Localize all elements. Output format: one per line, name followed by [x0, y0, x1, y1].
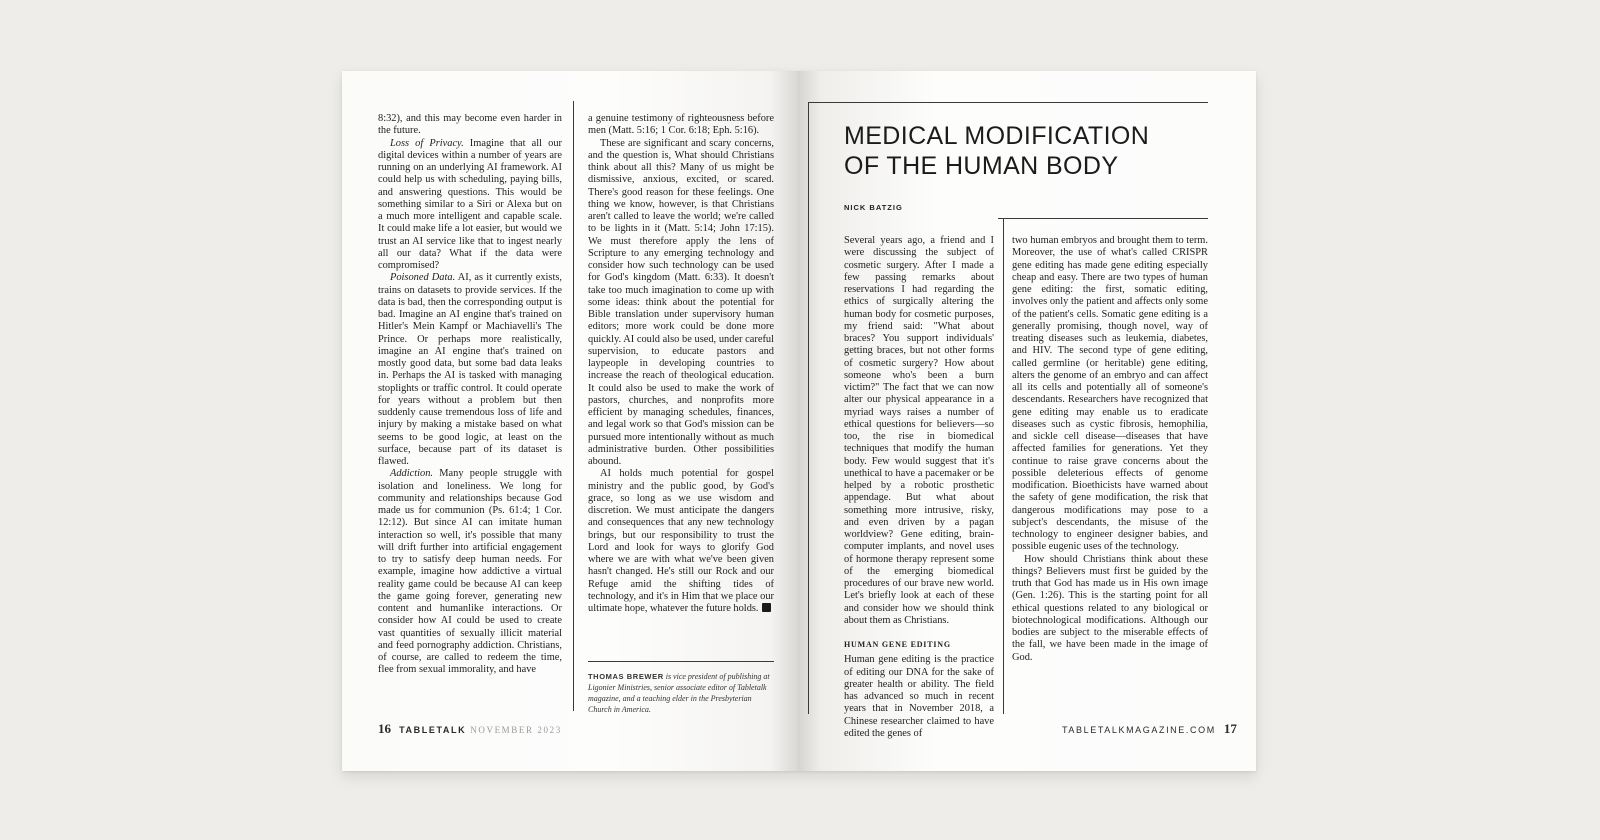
right-column-1: [844, 235, 994, 739]
page-folio-left: [378, 721, 562, 737]
page-number: 16: [378, 721, 391, 736]
title-rule-vertical: [808, 102, 809, 714]
website-url: TABLETALKMAGAZINE.COM: [1062, 725, 1216, 735]
right-column-2: [1012, 235, 1208, 715]
left-page: [342, 71, 798, 771]
right-page: [798, 71, 1256, 771]
column-divider: [573, 101, 574, 711]
article-title: MEDICAL MODIFICATION OF THE HUMAN BODY: [844, 122, 1150, 180]
paragraph: Poisoned Data. AI, as it currently exists, trains on datasets to provide services. If the data is bad, then the corresponding output is bad. Imagine an AI engine that's trained on Hitler's Mein Kampf or Machiavelli's The Prince. Or perhaps more realistically, imagine an AI engine that's trained on mostly good data, but some bad data leaks in. Perhaps the AI is tasked with managing stoplights or traffic control. It could operate for years without a problem but then suddenly cause tremendous loss of life and injury by making a mistake based on what seems to be good logic, at least on the surface, because part of its dataset is flawed.: [378, 272, 562, 467]
left-column-1: [378, 113, 562, 713]
paragraph: Human gene editing is the practice of editing our DNA for the sake of greater health or ability. The field has advanced so much in recent years that in November 2018, a Chinese researcher claimed to have edited the genes of: [844, 654, 994, 739]
paragraph: 8:32), and this may become even harder in the future.: [378, 113, 562, 137]
section-heading: HUMAN GENE EDITING: [844, 640, 951, 649]
byline-rule: [998, 218, 1208, 219]
byline: NICK BATZIG: [844, 203, 903, 212]
run-in-heading: Addiction.: [390, 468, 433, 480]
author-bio-text: is vice president of publishing at Ligonier Ministries, senior associate editor of Tabletalk magazine, and a teaching elder in the Presbyterian Church in America.: [588, 672, 770, 714]
paragraph: two human embryos and brought them to term. Moreover, the use of what's called CRISPR gene editing has made gene editing especially cheap and easy. There are two types of human gene editing: the first, somatic editing, involves only the patient and affects only some of the patient's cells. Somatic gene editing is a generally promising, though novel, way of treating diseases such as leukemia, diabetes, and HIV. The second type of gene editing, called germline (or heritable) gene editing, alters the genome of an embryo and can affect all its cells and potentially all of someone's descendants. Researchers have recognized that gene editing may enable us to eradicate diseases such as cystic fibrosis, hemophilia, and sickle cell disease—diseases that have affected families for generations. Yet they continue to raise grave concerns about the possible deleterious effects of genome modification. Bioethicists have warned about the safety of gene modification, the risk that dangerous modifications may pose to a subject's descendants, the misuse of the technology to engineer designer babies, and possible eugenic uses of the technology.: [1012, 235, 1208, 553]
author-name: THOMAS BREWER: [588, 672, 664, 681]
paragraph: a genuine testimony of righteousness before men (Matt. 5:16; 1 Cor. 6:18; Eph. 5:16).: [588, 113, 774, 137]
page-folio-right: [1062, 721, 1241, 737]
page-number: 17: [1223, 721, 1237, 736]
title-rule: [808, 102, 1208, 103]
paragraph: Addiction. Many people struggle with isolation and loneliness. We long for community and relationships because God made us for communion (Ps. 61:4; 1 Cor. 12:12). But since AI can imitate human interaction so well, it's possible that many will drift further into artificial engagement to try to satisfy deep human needs. For example, imagine how addictive a virtual reality game could be because AI can keep the game going forever, generating new content and humanlike interactions. Or consider how AI could be used to create vast quantities of sexually illicit material and feed pornography addiction. Christians, of course, are called to redeem the time, flee from sexual immorality, and have: [378, 468, 562, 676]
paragraph: AI holds much potential for gospel ministry and the public good, by God's grace, so long as we use wisdom and discretion. We must anticipate the dangers and consequences that any new technology brings, but our responsibility to trust the Lord and look for ways to glorify God where we are with what we've been given hasn't changed. He's still our Rock and our Refuge amid the shifting tides of technology, and it's in Him that we place our ultimate hope, whatever the future holds.: [588, 468, 774, 614]
issue-date: NOVEMBER 2023: [470, 725, 562, 735]
author-bio: [588, 671, 774, 715]
run-in-heading: Poisoned Data.: [390, 272, 456, 284]
magazine-spread: [342, 71, 1256, 771]
column-divider: [1003, 218, 1004, 714]
paragraph: Loss of Privacy. Imagine that all our digital devices within a number of years are running on an underlying AI framework. AI could help us with scheduling, paying bills, and answering questions. This would be something similar to a Siri or Alexa but on a much more intelligent and capable scale. It could make life a lot easier, but would we trust an AI service like that to ingest nearly all our data? What if the data were compromised?: [378, 137, 562, 271]
paragraph: These are significant and scary concerns, and the question is, What should Christians think about all this? Many of us might be dismissive, anxious, excited, or scared. There's good reason for these feelings. One thing we know, however, is that Christians aren't called to leave the world; we're called to be lights in it (Matt. 5:14; John 17:15). We must therefore apply the lens of Scripture to any emerging technology and consider how such technology can be used for God's kingdom (Matt. 6:33). It doesn't take too much imagination to come up with some ideas: think about the potential for Bible translation under supervisory human editors; more work could be done more quickly. AI could also be used, under careful supervision, to educate pastors and laypeople in developing countries to increase the reach of theological education. It could also be used to make the work of pastors, churches, and nonprofits more efficient by managing schedules, finances, and legal work so that God's mission can be pursued more intentionally without as much administrative burden. Other possibilities abound.: [588, 137, 774, 467]
run-in-heading: Loss of Privacy.: [390, 137, 464, 149]
bio-rule: [588, 661, 774, 662]
end-mark-icon: [762, 603, 771, 612]
paragraph: How should Christians think about these things? Believers must first be guided by the truth that God has made us in His own image (Gen. 1:26). This is the starting point for all ethical questions related to any biological or biotechnological modifications. Although our bodies are subject to the miserable effects of the fall, we have been made in the image of God.: [1012, 553, 1208, 663]
paragraph: Several years ago, a friend and I were discussing the subject of cosmetic surgery. After I made a few passing remarks about reservations I had regarding the ethics of surgically altering the human body for cosmetic purposes, my friend said: "What about braces? You support individuals' getting braces, but not other forms of cosmetic surgery? How about someone who's been a burn victim?" The fact that we can now alter our physical appearance in a myriad ways raises a number of ethical questions for believers—so too, the rise in biomedical techniques that modify the human body. Few would suggest that it's unethical to have a pacemaker or be helped by a robotic prosthetic appendage. But what about something more intrusive, risky, and even driven by a pagan worldview? Gene editing, brain-computer implants, and novel uses of hormone therapy represent some of the emerging biomedical procedures of our brave new world. Let's briefly look at each of these and consider how we should think about them as Christians.: [844, 235, 994, 626]
left-column-2: [588, 113, 774, 653]
magazine-name: TABLETALK: [399, 725, 467, 735]
